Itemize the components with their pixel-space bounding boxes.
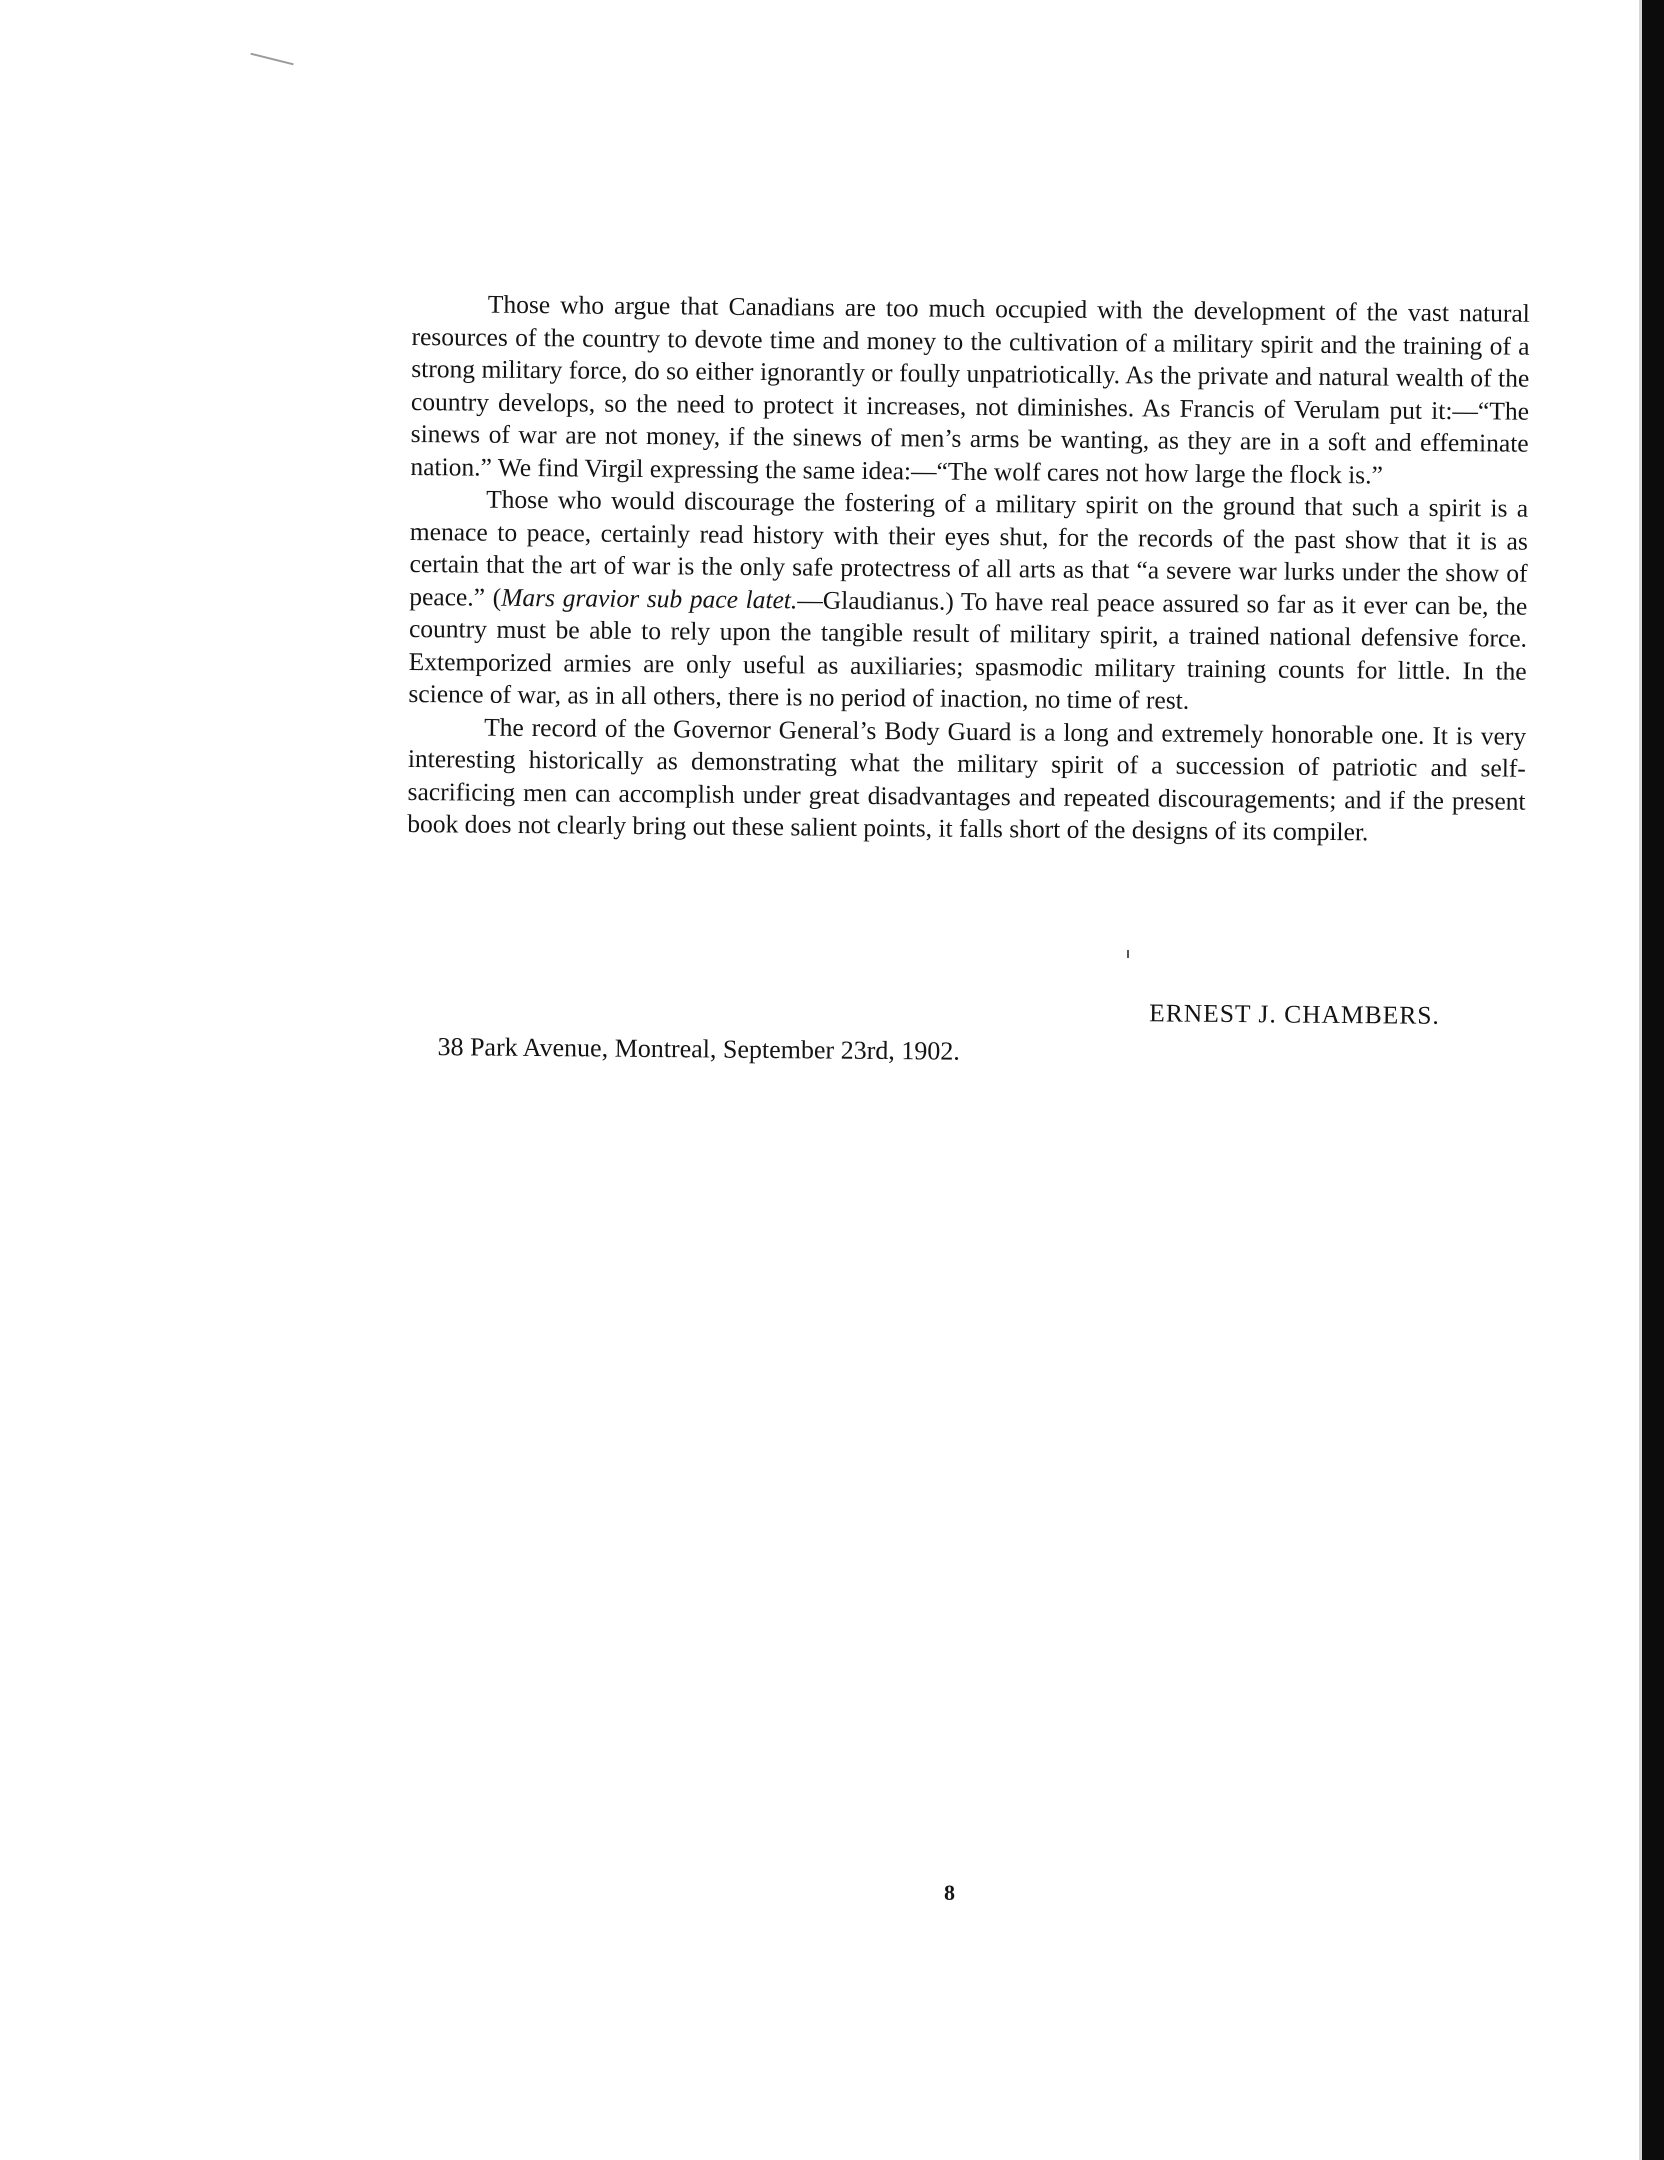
page-edge-shadow (1642, 0, 1664, 2160)
body-text (407, 288, 1530, 850)
paragraph-2 (408, 483, 1528, 720)
paragraph-2-before: Those who would discourage the fostering of a military spirit on the ground that such a spirit is a menace to peace, certainly read history with their eyes shut, for the records of the past show that it is as certain that the art of war is the only safe protectress of all arts as that “a severe war lurks under the show of peace.” ( (409, 484, 1529, 612)
closing (427, 992, 1440, 1081)
paragraph-3: The record of the Governor General’s Body Guard is a long and extremely honorable one. It is very interesting historically as demonstrating what the military spirit of a succession of patriotic and self-sacrificing men can accomplish under great disadvantages and repeated discouragements; and if the present book does not clearly bring out these salient points, it falls short of the designs of its compiler. (407, 712, 1527, 847)
paragraph-1: Those who argue that Canadians are too much occupied with the development of the vast natural resources of the country to devote time and money to the cultivation of a military spirit and the training of a strong military force, do so either ignorantly or foully unpatriotically. As the private and natural wealth of the country develops, so the need to protect it increases, not diminishes. As Francis of Verulam put it:—“The sinews of war are not money, if the sinews of men’s arms be wanting, as they are in a soft and effeminate nation.” We find Virgil expressing the same idea:—“The wolf cares not how large the flock is.” (410, 289, 1530, 489)
latin-quote: Mars gravior sub pace latet. (501, 582, 798, 614)
stray-mark (1127, 950, 1129, 958)
paragraph-2-after: —Glaudianus.) To have real peace assured so far as it ever can be, the country must be able to rely upon the tangible result of military spirit, a trained national defensive force. Extemporized armies are only useful as auxiliaries; spasmodic military training counts for little. In the science of war, as in all others, there is no period of inaction, no time of rest. (408, 584, 1528, 715)
author-signature: ERNEST J. CHAMBERS. (1149, 998, 1440, 1030)
scan-mark (250, 53, 293, 66)
dateline: 38 Park Avenue, Montreal, September 23rd, 1902. (437, 1032, 960, 1066)
page-number: 8 (944, 1880, 955, 1905)
